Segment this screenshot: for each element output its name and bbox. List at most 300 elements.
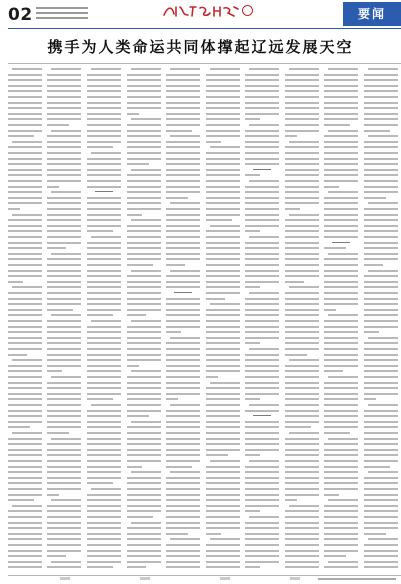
text-line-placeholder bbox=[8, 494, 42, 496]
text-line-placeholder bbox=[166, 113, 200, 115]
text-line-placeholder bbox=[166, 208, 200, 210]
text-line-placeholder bbox=[166, 146, 200, 148]
text-line-placeholder bbox=[245, 438, 279, 440]
text-line-placeholder bbox=[245, 550, 279, 552]
text-line-placeholder bbox=[8, 370, 42, 372]
text-line-placeholder bbox=[166, 174, 200, 176]
text-line-placeholder bbox=[206, 566, 240, 568]
text-line-placeholder bbox=[8, 477, 42, 479]
text-line-placeholder bbox=[131, 370, 161, 372]
text-line-placeholder bbox=[364, 298, 398, 300]
text-line-placeholder bbox=[47, 202, 81, 204]
text-line-placeholder bbox=[127, 197, 161, 199]
text-line-placeholder bbox=[166, 253, 200, 255]
text-line-placeholder bbox=[364, 219, 398, 221]
text-line-placeholder bbox=[8, 258, 42, 260]
text-line-placeholder bbox=[249, 236, 279, 238]
text-line-placeholder bbox=[127, 505, 161, 507]
text-line-placeholder bbox=[285, 102, 319, 104]
text-line-placeholder bbox=[166, 79, 200, 81]
text-line-placeholder bbox=[285, 236, 319, 238]
text-line-placeholder bbox=[166, 124, 200, 126]
text-line-placeholder bbox=[245, 79, 279, 81]
text-line-placeholder bbox=[206, 180, 240, 182]
text-line-placeholder bbox=[47, 96, 81, 98]
text-line-placeholder bbox=[364, 292, 398, 294]
text-line-placeholder bbox=[364, 118, 398, 120]
text-line-placeholder bbox=[285, 348, 319, 350]
text-line-placeholder bbox=[127, 404, 161, 406]
text-line-placeholder bbox=[127, 264, 153, 266]
text-line-placeholder bbox=[166, 454, 200, 456]
text-line-placeholder bbox=[245, 376, 279, 378]
ornament-icon bbox=[290, 577, 300, 580]
text-line-placeholder bbox=[285, 258, 319, 260]
text-line-placeholder bbox=[47, 236, 81, 238]
text-line-placeholder bbox=[8, 365, 42, 367]
text-line-placeholder bbox=[245, 566, 260, 568]
text-line-placeholder bbox=[87, 387, 121, 389]
text-line-placeholder bbox=[285, 264, 319, 266]
text-line-placeholder bbox=[324, 236, 358, 238]
text-line-placeholder bbox=[166, 426, 200, 428]
text-line-placeholder bbox=[324, 354, 358, 356]
text-line-placeholder bbox=[8, 219, 42, 221]
text-line-placeholder bbox=[206, 410, 240, 412]
text-line-placeholder bbox=[245, 191, 279, 193]
text-line-placeholder bbox=[324, 124, 350, 126]
text-line-placeholder bbox=[166, 415, 200, 417]
text-line-placeholder bbox=[166, 370, 200, 372]
text-line-placeholder bbox=[364, 482, 398, 484]
text-line-placeholder bbox=[364, 454, 398, 456]
text-line-placeholder bbox=[324, 270, 358, 272]
text-line-placeholder bbox=[8, 387, 42, 389]
text-line-placeholder bbox=[166, 219, 200, 221]
text-line-placeholder bbox=[12, 214, 42, 216]
text-line-placeholder bbox=[127, 387, 161, 389]
text-line-placeholder bbox=[47, 118, 81, 120]
text-line-placeholder bbox=[245, 527, 279, 529]
text-line-placeholder bbox=[364, 174, 398, 176]
text-line-placeholder bbox=[324, 488, 358, 490]
text-line-placeholder bbox=[47, 555, 66, 557]
text-line-placeholder bbox=[285, 303, 319, 305]
text-line-placeholder bbox=[8, 102, 42, 104]
text-line-placeholder bbox=[324, 309, 336, 311]
text-line-placeholder bbox=[249, 516, 279, 518]
text-line-placeholder bbox=[8, 566, 42, 568]
text-line-placeholder bbox=[206, 488, 240, 490]
text-line-placeholder bbox=[8, 202, 42, 204]
text-line-placeholder bbox=[8, 124, 42, 126]
text-line-placeholder bbox=[285, 158, 319, 160]
article-headline: 携手为人类命运共同体撑起辽远发展天空 bbox=[47, 38, 354, 56]
text-line-placeholder bbox=[127, 79, 161, 81]
text-line-placeholder bbox=[285, 393, 319, 395]
text-line-placeholder bbox=[87, 219, 121, 221]
text-line-placeholder bbox=[364, 522, 398, 524]
text-line-placeholder bbox=[127, 331, 161, 333]
text-line-placeholder bbox=[127, 460, 161, 462]
text-line-placeholder bbox=[324, 102, 358, 104]
text-line-placeholder bbox=[8, 348, 42, 350]
text-line-placeholder bbox=[127, 482, 161, 484]
text-line-placeholder bbox=[245, 454, 260, 456]
text-line-placeholder bbox=[285, 174, 319, 176]
text-line-placeholder bbox=[285, 191, 319, 193]
text-line-placeholder bbox=[364, 421, 398, 423]
text-line-placeholder bbox=[328, 499, 358, 501]
text-line-placeholder bbox=[364, 488, 398, 490]
text-line-placeholder bbox=[324, 533, 358, 535]
text-line-placeholder bbox=[87, 141, 121, 143]
text-line-placeholder bbox=[324, 337, 358, 339]
text-line-placeholder bbox=[51, 438, 81, 440]
text-line-placeholder bbox=[87, 533, 121, 535]
text-line-placeholder bbox=[51, 68, 81, 70]
text-line-placeholder bbox=[87, 124, 121, 126]
text-line-placeholder bbox=[324, 398, 358, 400]
text-line-placeholder bbox=[210, 460, 240, 462]
text-line-placeholder bbox=[324, 326, 358, 328]
text-line-placeholder bbox=[47, 141, 81, 143]
text-line-placeholder bbox=[364, 197, 386, 199]
text-line-placeholder bbox=[245, 130, 279, 132]
text-line-placeholder bbox=[127, 449, 161, 451]
text-line-placeholder bbox=[47, 460, 81, 462]
text-line-placeholder bbox=[206, 158, 240, 160]
text-line-placeholder bbox=[206, 113, 240, 115]
text-line-placeholder bbox=[285, 146, 319, 148]
text-line-placeholder bbox=[245, 471, 279, 473]
text-line-placeholder bbox=[324, 460, 358, 462]
text-line-placeholder bbox=[249, 180, 279, 182]
text-line-placeholder bbox=[127, 365, 139, 367]
text-line-placeholder bbox=[87, 494, 121, 496]
text-line-placeholder bbox=[206, 466, 240, 468]
text-line-placeholder bbox=[47, 270, 81, 272]
text-line-placeholder bbox=[166, 382, 200, 384]
text-line-placeholder bbox=[47, 359, 81, 361]
text-line-placeholder bbox=[206, 258, 240, 260]
text-line-placeholder bbox=[47, 466, 81, 468]
text-line-placeholder bbox=[245, 393, 279, 395]
text-line-placeholder bbox=[206, 533, 221, 535]
text-line-placeholder bbox=[245, 494, 279, 496]
text-line-placeholder bbox=[166, 163, 200, 165]
text-line-placeholder bbox=[285, 298, 319, 300]
text-line-placeholder bbox=[364, 443, 398, 445]
text-line-placeholder bbox=[245, 141, 279, 143]
text-line-placeholder bbox=[324, 477, 358, 479]
text-line-placeholder bbox=[47, 292, 81, 294]
text-line-placeholder bbox=[285, 281, 304, 283]
text-line-placeholder bbox=[206, 219, 232, 221]
text-line-placeholder bbox=[166, 443, 200, 445]
text-line-placeholder bbox=[368, 337, 398, 339]
text-line-placeholder bbox=[249, 68, 279, 70]
text-line-placeholder bbox=[47, 348, 81, 350]
text-line-placeholder bbox=[87, 438, 121, 440]
text-line-placeholder bbox=[87, 566, 113, 568]
text-line-placeholder bbox=[364, 348, 398, 350]
text-line-placeholder bbox=[324, 275, 358, 277]
text-line-placeholder bbox=[324, 404, 358, 406]
text-line-placeholder bbox=[8, 466, 42, 468]
text-line-placeholder bbox=[127, 208, 161, 210]
text-line-placeholder bbox=[285, 494, 319, 496]
text-line-placeholder bbox=[285, 522, 319, 524]
text-line-placeholder bbox=[8, 208, 20, 210]
text-line-placeholder bbox=[87, 298, 121, 300]
text-line-placeholder bbox=[8, 186, 42, 188]
text-line-placeholder bbox=[364, 499, 398, 501]
text-line-placeholder bbox=[166, 376, 200, 378]
text-line-placeholder bbox=[364, 466, 390, 468]
ornament-icon bbox=[220, 577, 230, 580]
text-line-placeholder bbox=[166, 74, 200, 76]
text-line-placeholder bbox=[127, 488, 161, 490]
text-line-placeholder bbox=[324, 230, 358, 232]
text-line-placeholder bbox=[87, 337, 121, 339]
text-line-placeholder bbox=[47, 387, 81, 389]
text-line-placeholder bbox=[127, 303, 161, 305]
text-line-placeholder bbox=[206, 354, 240, 356]
text-line-placeholder bbox=[87, 208, 121, 210]
text-line-placeholder bbox=[47, 454, 81, 456]
text-line-placeholder bbox=[285, 538, 319, 540]
text-line-placeholder bbox=[285, 449, 319, 451]
text-line-placeholder bbox=[285, 85, 319, 87]
text-line-placeholder bbox=[8, 309, 42, 311]
text-line-placeholder bbox=[91, 68, 121, 70]
text-line-placeholder bbox=[127, 230, 161, 232]
text-line-placeholder bbox=[8, 163, 42, 165]
text-line-placeholder bbox=[87, 516, 121, 518]
text-line-placeholder bbox=[127, 275, 161, 277]
text-line-placeholder bbox=[166, 410, 200, 412]
text-line-placeholder bbox=[364, 393, 398, 395]
text-line-placeholder bbox=[47, 449, 81, 451]
text-line-placeholder bbox=[324, 186, 339, 188]
text-line-placeholder bbox=[127, 410, 161, 412]
text-line-placeholder bbox=[249, 404, 279, 406]
text-line-placeholder bbox=[47, 398, 81, 400]
text-line-placeholder bbox=[206, 477, 240, 479]
text-line-placeholder bbox=[245, 398, 260, 400]
text-line-placeholder bbox=[245, 174, 260, 176]
subheading-placeholder bbox=[332, 242, 350, 243]
section-tab[interactable]: 要闻 bbox=[343, 2, 401, 26]
text-line-placeholder bbox=[87, 382, 121, 384]
text-line-placeholder bbox=[285, 247, 319, 249]
text-line-placeholder bbox=[285, 555, 319, 557]
text-line-placeholder bbox=[8, 342, 42, 344]
text-line-placeholder bbox=[12, 359, 42, 361]
text-line-placeholder bbox=[245, 370, 279, 372]
text-line-placeholder bbox=[206, 275, 240, 277]
text-line-placeholder bbox=[245, 214, 279, 216]
text-line-placeholder bbox=[127, 432, 161, 434]
text-line-placeholder bbox=[47, 219, 81, 221]
text-line-placeholder bbox=[285, 79, 319, 81]
text-line-placeholder bbox=[206, 130, 240, 132]
text-line-placeholder bbox=[364, 180, 398, 182]
text-line-placeholder bbox=[285, 314, 319, 316]
text-line-placeholder bbox=[364, 275, 398, 277]
text-line-placeholder bbox=[285, 376, 319, 378]
text-line-placeholder bbox=[364, 410, 398, 412]
text-line-placeholder bbox=[8, 118, 42, 120]
text-line-placeholder bbox=[245, 314, 279, 316]
text-line-placeholder bbox=[245, 533, 279, 535]
text-line-placeholder bbox=[324, 113, 358, 115]
text-line-placeholder bbox=[166, 303, 200, 305]
subheading-placeholder bbox=[253, 415, 271, 416]
text-line-placeholder bbox=[324, 90, 358, 92]
text-line-placeholder bbox=[87, 443, 121, 445]
text-line-placeholder bbox=[245, 230, 260, 232]
text-line-placeholder bbox=[206, 454, 228, 456]
text-line-placeholder bbox=[285, 404, 319, 406]
text-line-placeholder bbox=[127, 163, 149, 165]
text-line-placeholder bbox=[245, 432, 279, 434]
text-line-placeholder bbox=[245, 118, 260, 120]
text-line-placeholder bbox=[8, 376, 42, 378]
text-line-placeholder bbox=[47, 382, 81, 384]
text-line-placeholder bbox=[166, 225, 200, 227]
text-line-placeholder bbox=[324, 258, 358, 260]
text-line-placeholder bbox=[245, 202, 279, 204]
text-line-placeholder bbox=[206, 449, 240, 451]
text-line-placeholder bbox=[47, 354, 81, 356]
text-line-placeholder bbox=[245, 365, 279, 367]
text-line-placeholder bbox=[131, 320, 161, 322]
text-line-placeholder bbox=[87, 466, 121, 468]
text-line-placeholder bbox=[206, 443, 240, 445]
text-line-placeholder bbox=[87, 130, 121, 132]
text-line-placeholder bbox=[166, 85, 200, 87]
text-line-placeholder bbox=[364, 85, 398, 87]
text-line-placeholder bbox=[166, 432, 200, 434]
text-line-placeholder bbox=[245, 286, 260, 288]
text-line-placeholder bbox=[285, 387, 319, 389]
text-line-placeholder bbox=[324, 482, 358, 484]
text-line-placeholder bbox=[324, 247, 346, 249]
text-line-placeholder bbox=[324, 163, 358, 165]
text-line-placeholder bbox=[324, 522, 358, 524]
text-line-placeholder bbox=[324, 135, 358, 137]
text-line-placeholder bbox=[206, 510, 240, 512]
text-line-placeholder bbox=[87, 85, 121, 87]
text-line-placeholder bbox=[324, 382, 358, 384]
text-line-placeholder bbox=[245, 337, 279, 339]
text-line-placeholder bbox=[206, 309, 240, 311]
text-line-placeholder bbox=[47, 180, 81, 182]
text-line-placeholder bbox=[87, 163, 121, 165]
text-line-placeholder bbox=[324, 426, 358, 428]
text-line-placeholder bbox=[245, 197, 279, 199]
text-line-placeholder bbox=[245, 555, 279, 557]
text-line-placeholder bbox=[127, 533, 161, 535]
text-line-placeholder bbox=[87, 544, 121, 546]
text-line-placeholder bbox=[364, 449, 398, 451]
text-line-placeholder bbox=[324, 421, 358, 423]
text-line-placeholder bbox=[8, 415, 42, 417]
text-line-placeholder bbox=[364, 494, 398, 496]
text-line-placeholder bbox=[47, 309, 73, 311]
text-line-placeholder bbox=[324, 158, 358, 160]
text-line-placeholder bbox=[170, 404, 200, 406]
text-line-placeholder bbox=[324, 538, 358, 540]
text-line-placeholder bbox=[127, 236, 161, 238]
text-line-placeholder bbox=[87, 180, 121, 182]
text-line-placeholder bbox=[47, 174, 81, 176]
text-line-placeholder bbox=[166, 466, 192, 468]
text-line-placeholder bbox=[127, 527, 161, 529]
text-line-placeholder bbox=[87, 253, 121, 255]
text-line-placeholder bbox=[166, 421, 200, 423]
text-line-placeholder bbox=[131, 522, 161, 524]
text-line-placeholder bbox=[328, 314, 358, 316]
text-line-placeholder bbox=[364, 130, 390, 132]
text-line-placeholder bbox=[285, 242, 319, 244]
text-line-placeholder bbox=[285, 382, 319, 384]
text-line-placeholder bbox=[87, 415, 121, 417]
text-line-placeholder bbox=[47, 443, 81, 445]
text-line-placeholder bbox=[87, 342, 121, 344]
text-line-placeholder bbox=[12, 432, 42, 434]
text-line-placeholder bbox=[206, 544, 240, 546]
text-line-placeholder bbox=[364, 505, 398, 507]
text-line-placeholder bbox=[87, 90, 121, 92]
text-line-placeholder bbox=[324, 359, 358, 361]
text-line-placeholder bbox=[47, 135, 81, 137]
text-line-placeholder bbox=[328, 191, 358, 193]
text-line-placeholder bbox=[87, 303, 121, 305]
text-line-placeholder bbox=[285, 118, 319, 120]
text-line-placeholder bbox=[324, 214, 358, 216]
text-line-placeholder bbox=[87, 348, 121, 350]
text-line-placeholder bbox=[206, 370, 240, 372]
text-line-placeholder bbox=[8, 169, 42, 171]
text-line-placeholder bbox=[47, 533, 81, 535]
text-line-placeholder bbox=[245, 85, 279, 87]
text-line-placeholder bbox=[47, 208, 81, 210]
text-line-placeholder bbox=[206, 96, 240, 98]
text-line-placeholder bbox=[127, 516, 153, 518]
text-line-placeholder bbox=[285, 186, 319, 188]
text-line-placeholder bbox=[285, 180, 319, 182]
text-line-placeholder bbox=[364, 309, 398, 311]
text-line-placeholder bbox=[245, 382, 279, 384]
text-line-placeholder bbox=[127, 102, 161, 104]
text-line-placeholder bbox=[127, 152, 161, 154]
text-line-placeholder bbox=[364, 533, 386, 535]
text-line-placeholder bbox=[166, 516, 200, 518]
text-line-placeholder bbox=[8, 236, 42, 238]
text-line-placeholder bbox=[364, 264, 383, 266]
text-line-placeholder bbox=[8, 107, 42, 109]
text-line-placeholder bbox=[245, 342, 260, 344]
text-line-placeholder bbox=[131, 270, 161, 272]
text-line-placeholder bbox=[245, 281, 279, 283]
text-line-placeholder bbox=[324, 365, 358, 367]
text-line-placeholder bbox=[51, 130, 81, 132]
text-line-placeholder bbox=[285, 202, 319, 204]
text-line-placeholder bbox=[47, 404, 81, 406]
